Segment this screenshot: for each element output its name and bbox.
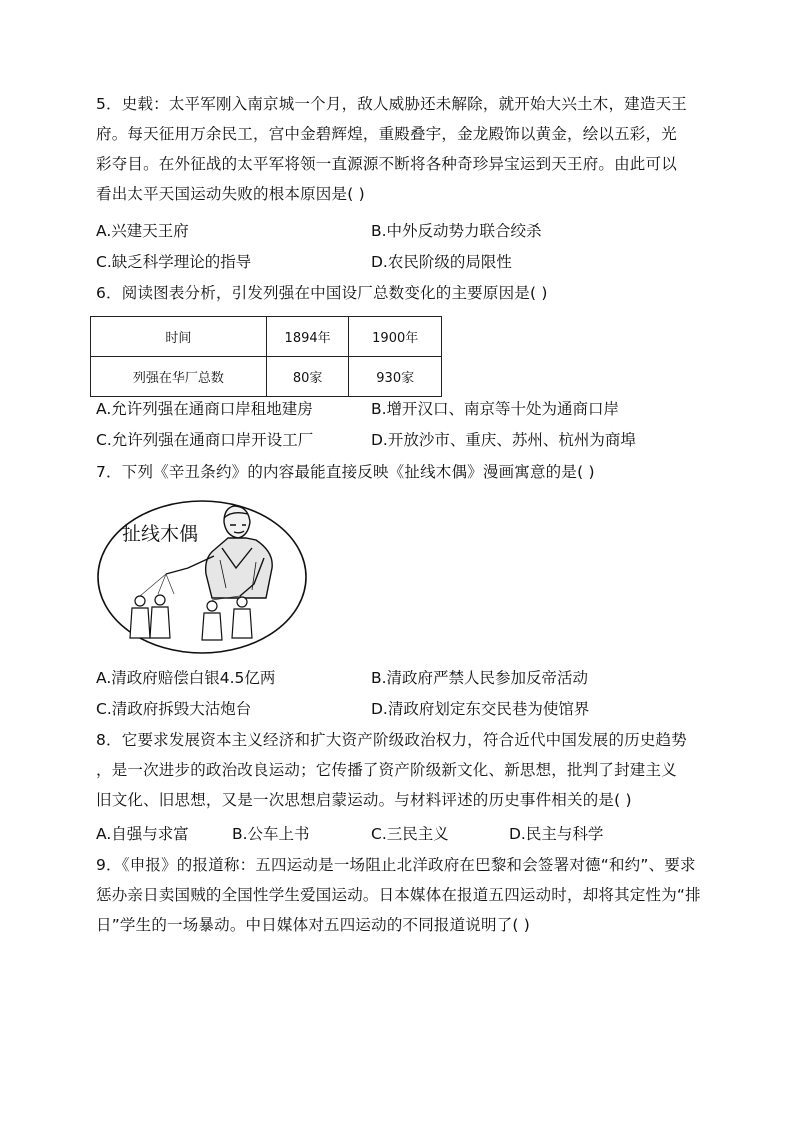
table-cell: 80家 xyxy=(266,357,349,397)
factory-count-table xyxy=(90,316,442,397)
question-5-line: 府。每天征用万余民工，宫中金碧辉煌，重殿叠宇，金龙殿饰以黄金，绘以五彩，光 xyxy=(96,125,677,143)
puppet-cartoon-drawing xyxy=(96,498,308,656)
table-cell: 930家 xyxy=(349,357,442,397)
question-7-option-a[interactable]: A.清政府赔偿白银4.5亿两 xyxy=(96,669,276,687)
question-8-option-c[interactable]: C.三民主义 xyxy=(371,825,449,843)
question-6-option-c[interactable]: C.允许列强在通商口岸开设工厂 xyxy=(96,431,314,449)
question-6-option-a[interactable]: A.允许列强在通商口岸租地建房 xyxy=(96,400,313,418)
cartoon-title: 扯线木偶 xyxy=(122,523,199,545)
question-9-line: 9．《申报》的报道称：五四运动是一场阻止北洋政府在巴黎和会签署对德“和约”、要求 xyxy=(96,856,696,874)
question-9-line: 日”学生的一场暴动。中日媒体对五四运动的不同报道说明了( ) xyxy=(96,916,531,934)
puppet-cartoon xyxy=(96,498,308,656)
question-5-option-c[interactable]: C.缺乏科学理论的指导 xyxy=(96,253,252,271)
question-9-line: 惩办亲日卖国贼的全国性学生爱国运动。日本媒体在报道五四运动时，却将其定性为“排 xyxy=(96,886,701,904)
question-8-option-a[interactable]: A.自强与求富 xyxy=(96,825,189,843)
question-7-stem xyxy=(96,457,696,487)
table-header-cell: 时间 xyxy=(91,317,267,357)
question-7-line: 7．下列《辛丑条约》的内容最能直接反映《扯线木偶》漫画寓意的是( ) xyxy=(96,463,595,481)
question-6-option-d[interactable]: D.开放沙市、重庆、苏州、杭州为商埠 xyxy=(371,431,636,449)
question-5-line: 看出太平天国运动失败的根本原因是( ) xyxy=(96,185,365,203)
question-5-option-d[interactable]: D.农民阶级的局限性 xyxy=(371,253,512,271)
question-5-stem xyxy=(96,89,696,209)
table-row xyxy=(91,357,442,397)
question-5-option-a[interactable]: A.兴建天王府 xyxy=(96,222,189,240)
question-7-option-c[interactable]: C.清政府拆毁大沽炮台 xyxy=(96,700,252,718)
question-9-stem xyxy=(96,850,701,940)
table-cell: 列强在华厂总数 xyxy=(91,357,267,397)
table-header-cell: 1900年 xyxy=(349,317,442,357)
table-header-cell: 1894年 xyxy=(266,317,349,357)
question-8-line: ，是一次进步的政治改良运动；它传播了资产阶级新文化、新思想，批判了封建主义 xyxy=(96,761,677,779)
question-6-stem xyxy=(96,278,696,308)
question-5-option-b[interactable]: B.中外反动势力联合绞杀 xyxy=(371,222,542,240)
question-5-line: 5．史载：太平军刚入南京城一个月，敌人威胁还未解除，就开始大兴土木，建造天王 xyxy=(96,95,687,113)
question-8-stem xyxy=(96,725,696,815)
table-row xyxy=(91,317,442,357)
question-7-option-b[interactable]: B.清政府严禁人民参加反帝活动 xyxy=(371,669,589,687)
question-7-option-d[interactable]: D.清政府划定东交民巷为使馆界 xyxy=(371,700,590,718)
question-6-option-b[interactable]: B.增开汉口、南京等十处为通商口岸 xyxy=(371,400,620,418)
question-6-line: 6．阅读图表分析，引发列强在中国设厂总数变化的主要原因是( ) xyxy=(96,284,548,302)
question-8-option-d[interactable]: D.民主与科学 xyxy=(509,825,604,843)
question-8-line: 旧文化、旧思想，又是一次思想启蒙运动。与材料评述的历史事件相关的是( ) xyxy=(96,791,632,809)
question-8-option-b[interactable]: B.公车上书 xyxy=(232,825,310,843)
question-8-line: 8．它要求发展资本主义经济和扩大资产阶级政治权力，符合近代中国发展的历史趋势 xyxy=(96,731,687,749)
question-5-line: 彩夺目。在外征战的太平军将领一直源源不断将各种奇珍异宝运到天王府。由此可以 xyxy=(96,155,677,173)
